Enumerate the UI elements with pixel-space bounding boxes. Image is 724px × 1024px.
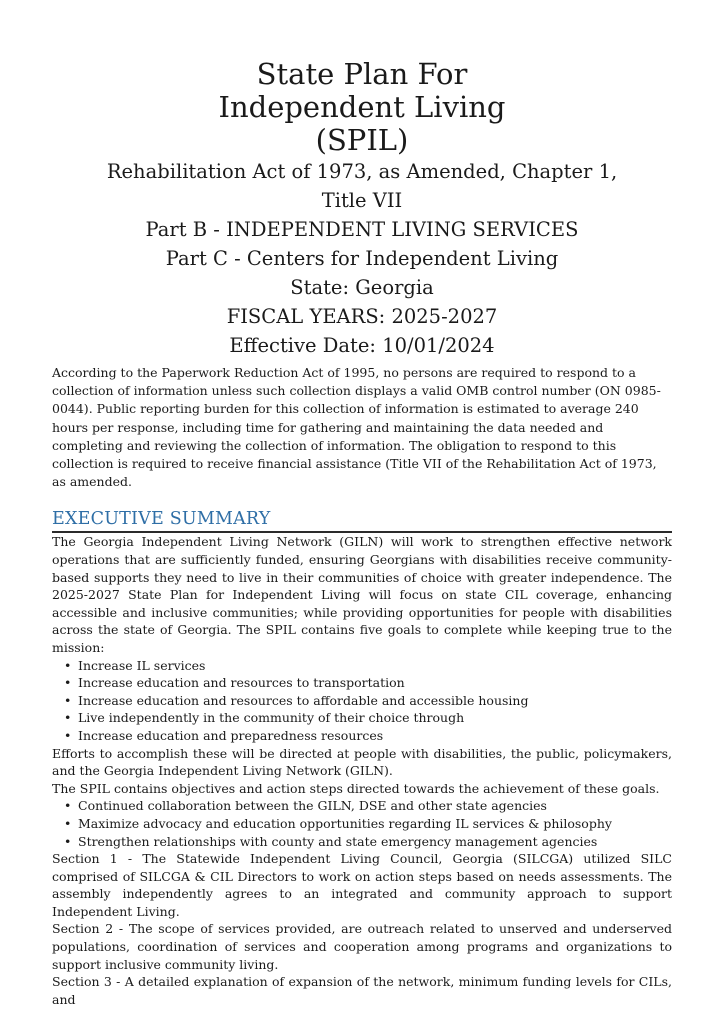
subtitle-part-b: Part B - INDEPENDENT LIVING SERVICES xyxy=(145,218,579,241)
subtitle-title: Title VII xyxy=(321,189,403,212)
bullet-icon: • xyxy=(64,815,72,831)
title-line-1: State Plan For xyxy=(256,57,468,91)
executive-summary-heading: EXECUTIVE SUMMARY xyxy=(52,509,672,533)
efforts-paragraph: Efforts to accomplish these will be directed at people with disabilities, the public, policymakers, and the Georgia Independent Living Network (GILN). xyxy=(52,745,672,779)
list-item: • Increase education and preparedness resources xyxy=(64,727,384,743)
subtitle-state: State: Georgia xyxy=(290,276,434,299)
bullet-icon: • xyxy=(64,692,72,708)
bullet-icon: • xyxy=(64,727,72,743)
title-block xyxy=(52,0,672,360)
objectives-list xyxy=(52,797,672,850)
bullet-icon: • xyxy=(64,675,72,691)
list-item: • Continued collaboration between the GILN, DSE and other state agencies xyxy=(64,798,547,814)
list-item: • Increase education and resources to transportation xyxy=(64,675,405,691)
list-item: • Maximize advocacy and education opportunities regarding IL services & philosophy xyxy=(64,815,612,831)
subtitle-effective-date: Effective Date: 10/01/2024 xyxy=(229,334,495,357)
executive-summary-intro: The Georgia Independent Living Network (GILN) will work to strengthen effective network operations that are sufficiently funded, ensuring Georgians with disabilities receive community-based supports they need to live in their communities of choice with greater independence. The 2025-2027 State Plan for Independent Living will focus on state CIL coverage, enhancing accessible and inclusive communities; while providing opportunities for people with disabilities across the state of Georgia. The SPIL contains five goals to complete while keeping true to the mission: xyxy=(52,534,672,655)
bullet-icon: • xyxy=(64,798,72,814)
subtitle-fiscal-years: FISCAL YEARS: 2025-2027 xyxy=(226,305,498,328)
subtitle-act: Rehabilitation Act of 1973, as Amended, Chapter 1, xyxy=(106,160,618,183)
list-item: • Increase education and resources to affordable and accessible housing xyxy=(64,692,529,708)
title-line-2: Independent Living xyxy=(218,90,506,124)
bullet-icon: • xyxy=(64,833,72,849)
title-line-3: (SPIL) xyxy=(315,123,409,157)
objectives-intro: The SPIL contains objectives and action steps directed towards the achievement of these goals. xyxy=(52,780,660,796)
list-item: • Increase IL services xyxy=(64,657,206,673)
list-item: • Strengthen relationships with county and state emergency management agencies xyxy=(64,833,598,849)
section-3-paragraph: Section 3 - A detailed explanation of expansion of the network, minimum funding levels for CILs, and xyxy=(52,974,672,1007)
goals-list xyxy=(52,657,672,745)
omb-notice: According to the Paperwork Reduction Act of 1995, no persons are required to respond to a collection of information unless such collection displays a valid OMB control number (ON 0985-0044). Public reporting burden for this collection of information is estimated to average 240 hours per response, including time for gathering and maintaining the data needed and completing and reviewing the collection of information. The obligation to respond to this collection is required to receive financial assistance (Title VII of the Rehabilitation Act of 1973, as amended. xyxy=(52,365,661,490)
section-2-paragraph: Section 2 - The scope of services provided, are outreach related to unserved and underserved populations, coordination of services and cooperation among programs and organizations to support inclusive community living. xyxy=(52,921,672,972)
bullet-icon: • xyxy=(64,657,72,673)
bullet-icon: • xyxy=(64,710,72,726)
section-1-paragraph: Section 1 - The Statewide Independent Living Council, Georgia (SILCGA) utilized SILC comprised of SILCGA & CIL Directors to work on action steps based on needs assessments. The assembly independently agrees to an integrated and community approach to support Independent Living. xyxy=(52,851,672,919)
subtitle-part-c: Part C - Centers for Independent Living xyxy=(165,247,559,270)
list-item: • Live independently in the community of their choice through xyxy=(64,710,465,726)
